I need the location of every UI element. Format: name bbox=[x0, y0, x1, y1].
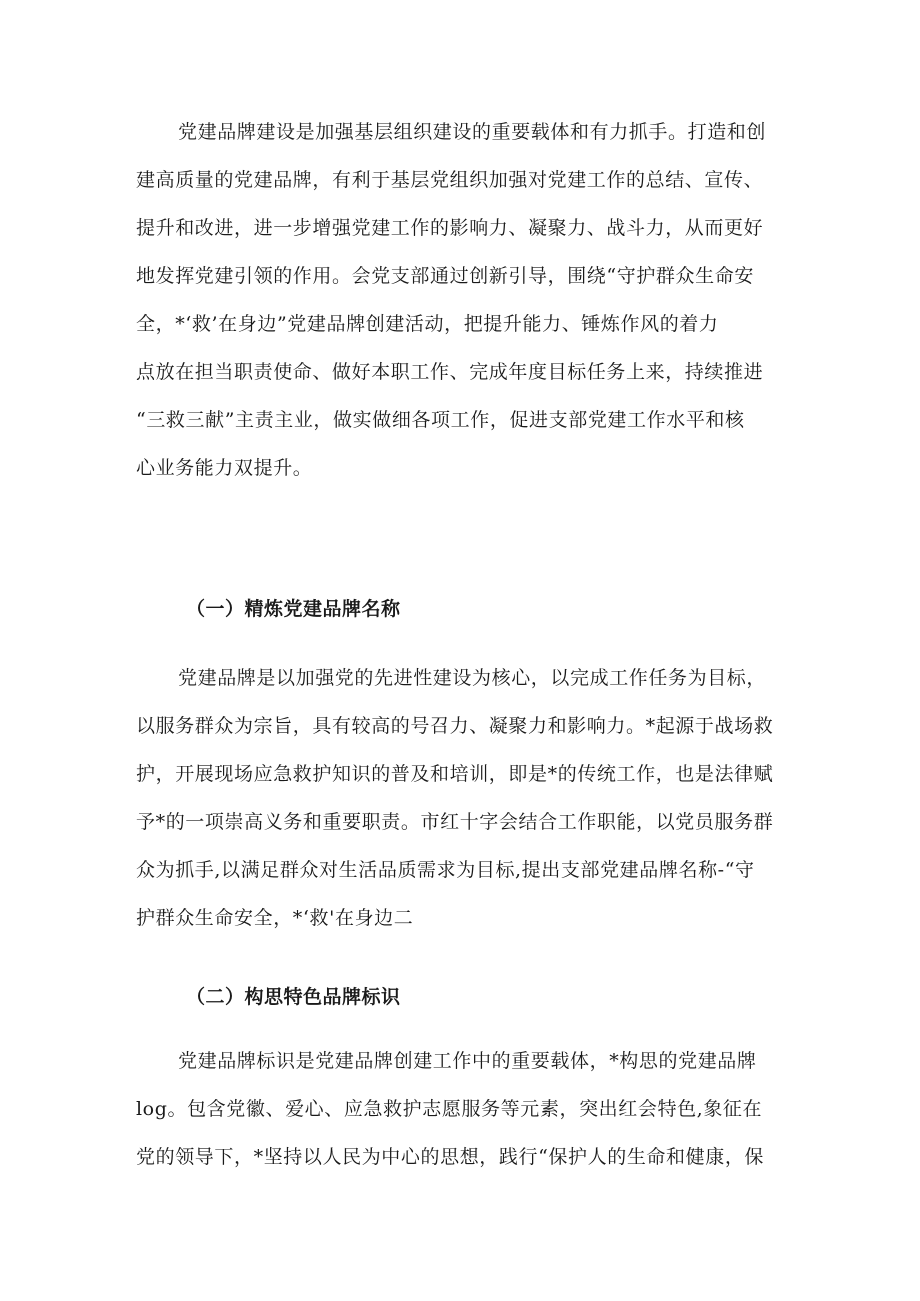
subsection-heading-1: （一）精炼党建品牌名称 bbox=[186, 598, 401, 620]
para1-line-4: 地发挥党建引领的作用。会党支部通过创新引导，围绕“守护群众生命安 bbox=[136, 265, 754, 287]
para1-line-2: 建高质量的党建品牌，有利于基层党组织加强对党建工作的总结、宣传、 bbox=[136, 169, 764, 191]
para2-line-6: 护群众生命安全，*‘救'在身边二 bbox=[136, 907, 414, 929]
para2-line-1: 党建品牌是以加强党的先进性建设为核心，以完成工作任务为目标， bbox=[178, 667, 767, 689]
para2-line-2: 以服务群众为宗旨，具有较高的号召力、凝聚力和影响力。*起源于战场救 bbox=[136, 715, 774, 737]
para1-line-5: 全，*‘救’在身边”党建品牌创建活动，把提升能力、锤炼作风的着力 bbox=[136, 313, 719, 335]
para3-line-2: log。包含党徽、爱心、应急救护志愿服务等元素，突出红会特色,象征在 bbox=[136, 1098, 763, 1120]
para2-line-3: 护，开展现场应急救护知识的普及和培训，即是*的传统工作，也是法律赋 bbox=[136, 763, 774, 785]
para1-line-8: 心业务能力双提升。 bbox=[136, 457, 313, 479]
para1-line-3: 提升和改进，进一步增强党建工作的影响力、凝聚力、战斗力，从而更好 bbox=[136, 217, 764, 239]
para2-line-4: 予*的一项崇高义务和重要职责。市红十字会结合工作职能，以党员服务群 bbox=[136, 811, 774, 833]
para3-line-3: 党的领导下，*坚持以人民为中心的思想，践行“保护人的生命和健康，保 bbox=[136, 1146, 765, 1168]
para1-line-6: 点放在担当职责使命、做好本职工作、完成年度目标任务上来，持续推进 bbox=[136, 361, 764, 383]
para2-line-5: 众为抓手,以满足群众对生活品质需求为目标,提出支部党建品牌名称-“守 bbox=[136, 859, 755, 881]
para3-line-1: 党建品牌标识是党建品牌创建工作中的重要载体，*构思的党建品牌 bbox=[178, 1050, 757, 1072]
para1-line-7: “三救三献”主责主业，做实做细各项工作，促进支部党建工作水平和核 bbox=[136, 409, 745, 431]
para1-line-1: 党建品牌建设是加强基层组织建设的重要载体和有力抓手。打造和创 bbox=[178, 121, 767, 143]
subsection-heading-2: （二）构思特色品牌标识 bbox=[186, 986, 401, 1008]
